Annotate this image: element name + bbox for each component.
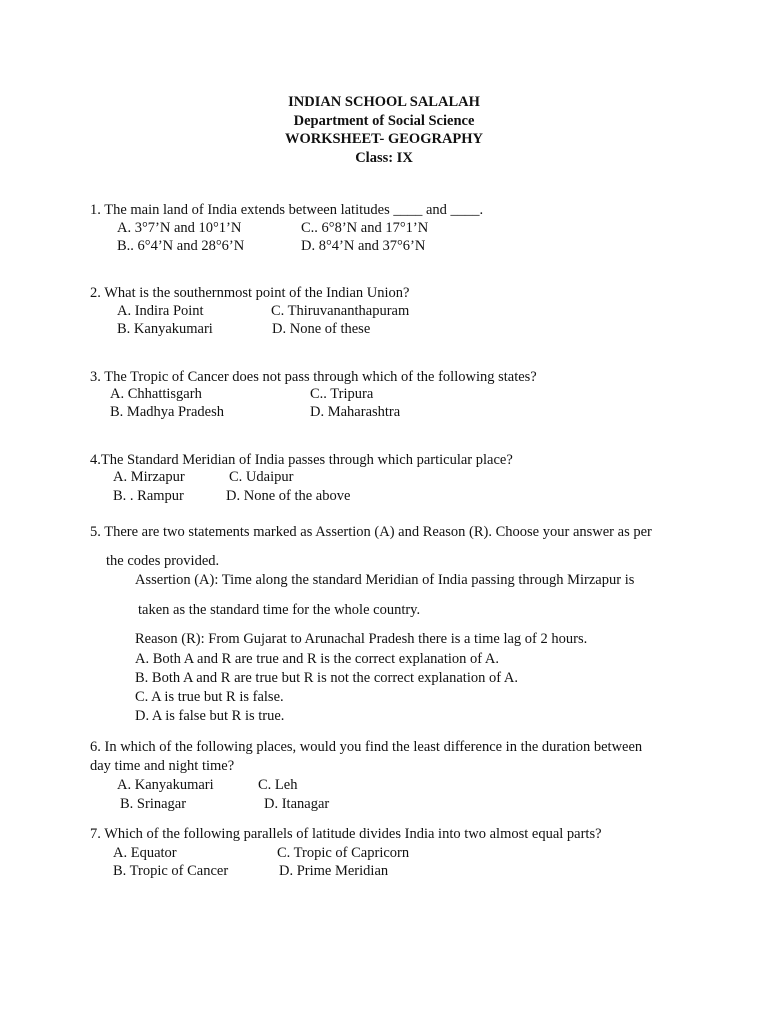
question-3-option-b: B. Madhya Pradesh (110, 404, 224, 420)
question-4-option-d: D. None of the above (226, 488, 351, 504)
question-2-option-d: D. None of these (272, 321, 371, 337)
question-6-option-d: D. Itanagar (264, 796, 330, 812)
question-1-option-c: C.. 6°8’N and 17°1’N (301, 220, 429, 236)
question-2-option-a: A. Indira Point (117, 303, 204, 319)
question-2-text: 2. What is the southernmost point of the Indian Union? (90, 285, 410, 301)
question-4-option-a: A. Mirzapur (113, 469, 185, 485)
question-1-option-d: D. 8°4’N and 37°6’N (301, 238, 426, 254)
school-name: INDIAN SCHOOL SALALAH (288, 94, 480, 110)
question-3-option-d: D. Maharashtra (310, 404, 401, 420)
question-7-option-d: D. Prime Meridian (279, 863, 389, 879)
question-5-assertion-line-2: taken as the standard time for the whole country. (138, 602, 421, 618)
question-5-option-d: D. A is false but R is true. (135, 708, 285, 724)
question-7-option-c: C. Tropic of Capricorn (277, 845, 410, 861)
question-3-text: 3. The Tropic of Cancer does not pass through which of the following states? (90, 369, 537, 385)
question-2-option-b: B. Kanyakumari (117, 321, 213, 337)
question-4-option-c: C. Udaipur (229, 469, 294, 485)
question-1-option-b: B.. 6°4’N and 28°6’N (117, 238, 245, 254)
worksheet-title: WORKSHEET- GEOGRAPHY (284, 131, 484, 147)
department-name: Department of Social Science (293, 112, 475, 129)
question-1-text: 1. The main land of India extends between latitudes ____ and ____. (90, 202, 484, 218)
question-6-option-c: C. Leh (258, 777, 298, 793)
question-5-option-b: B. Both A and R are true but R is not the correct explanation of A. (135, 670, 518, 686)
question-7-option-b: B. Tropic of Cancer (113, 863, 229, 879)
question-5-option-c: C. A is true but R is false. (135, 689, 284, 705)
worksheet-header (0, 93, 768, 167)
question-6-option-b: B. Srinagar (120, 796, 187, 812)
question-2-option-c: C. Thiruvananthapuram (271, 303, 410, 319)
question-5-text-line-1: 5. There are two statements marked as Assertion (A) and Reason (R). Choose your answer as per (90, 524, 652, 540)
question-4-option-b: B. . Rampur (113, 488, 184, 504)
question-5-option-a: A. Both A and R are true and R is the correct explanation of A. (135, 651, 500, 667)
question-5-text-line-2: the codes provided. (106, 553, 220, 569)
question-5-assertion-line-1: Assertion (A): Time along the standard Meridian of India passing through Mirzapur is (135, 572, 635, 588)
question-6-text-line-2: day time and night time? (90, 758, 235, 774)
question-5-reason: Reason (R): From Gujarat to Arunachal Pradesh there is a time lag of 2 hours. (135, 631, 588, 647)
question-7-option-a: A. Equator (113, 845, 177, 861)
class-label: Class: IX (355, 149, 413, 166)
question-1-option-a: A. 3°7’N and 10°1’N (117, 220, 242, 236)
question-4-text: 4.The Standard Meridian of India passes through which particular place? (90, 452, 513, 468)
question-6-text-line-1: 6. In which of the following places, would you find the least difference in the duration between (90, 739, 643, 755)
question-3-option-c: C.. Tripura (310, 386, 374, 402)
question-6-option-a: A. Kanyakumari (117, 777, 214, 793)
question-7-text: 7. Which of the following parallels of latitude divides India into two almost equal parts? (90, 826, 602, 842)
question-3-option-a: A. Chhattisgarh (110, 386, 202, 402)
